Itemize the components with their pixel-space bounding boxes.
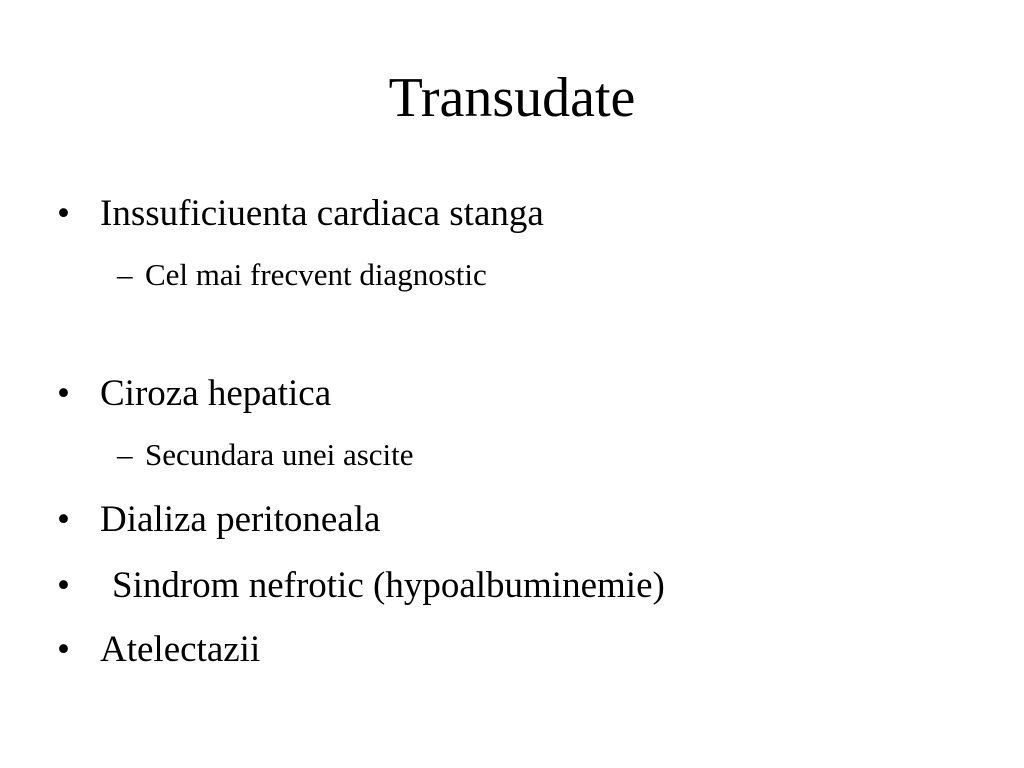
- bullet-text: Atelectazii: [100, 629, 261, 670]
- bullet-text: Dializa peritoneala: [100, 499, 381, 540]
- bullet-text: Sindrom nefrotic (hypoalbuminemie): [112, 565, 665, 606]
- sub-bullet-marker: –: [117, 257, 133, 292]
- bullet-marker: •: [57, 565, 70, 606]
- bullet-marker: •: [57, 373, 70, 414]
- bullet-marker: •: [57, 499, 70, 540]
- sub-bullet-text: Cel mai frecvent diagnostic: [145, 257, 487, 292]
- sub-bullet-text: Secundara unei ascite: [145, 437, 414, 472]
- slide-title: Transudate: [388, 67, 636, 129]
- bullet-marker: •: [57, 193, 70, 234]
- sub-bullet-marker: –: [117, 437, 133, 472]
- bullet-text: Inssuficiuenta cardiaca stanga: [100, 193, 544, 234]
- bullet-marker: •: [57, 629, 70, 670]
- bullet-text: Ciroza hepatica: [100, 373, 332, 414]
